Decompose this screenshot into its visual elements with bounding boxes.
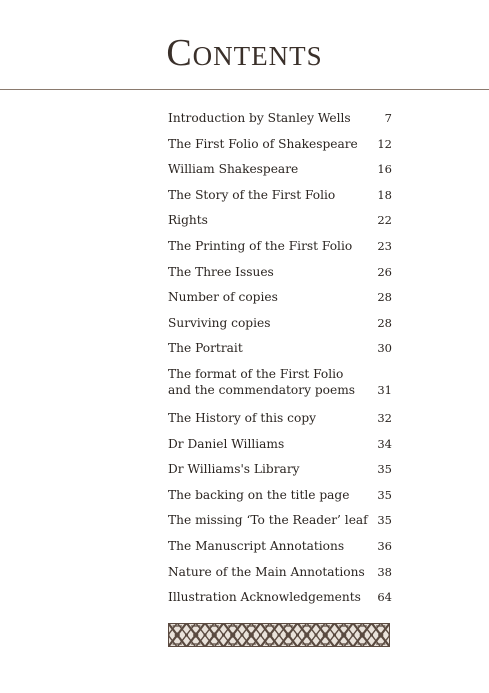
toc-entry-title: Dr Daniel Williams <box>168 436 285 451</box>
toc-entry-title: The History of this copy <box>168 410 317 425</box>
toc-entry-title: The Printing of the First Folio <box>168 238 353 253</box>
toc-entry-page: 7 <box>384 111 392 125</box>
toc-entry-title: The First Folio of Shakespeare <box>168 136 358 151</box>
toc-entry-title: Dr Williams's Library <box>168 462 300 477</box>
toc-entry[interactable] <box>168 436 392 462</box>
toc-entry-title: Nature of the Main Annotations <box>168 564 365 579</box>
toc-entry[interactable] <box>168 110 392 136</box>
toc-entry-title: The backing on the title page <box>168 487 350 502</box>
toc-entry[interactable] <box>168 315 392 341</box>
toc-entry-title: Surviving copies <box>168 315 271 330</box>
toc-entry-page: 35 <box>377 462 392 477</box>
toc-entry-title: Number of copies <box>168 290 278 305</box>
toc-entry-title: The Manuscript Annotations <box>168 538 345 553</box>
toc-entry-page: 28 <box>377 315 392 330</box>
toc-entry-page: 31 <box>377 382 392 397</box>
toc-entry-page: 12 <box>377 136 392 151</box>
toc-entry-page: 28 <box>377 290 392 305</box>
toc-entry[interactable] <box>168 238 392 264</box>
table-of-contents <box>168 110 392 615</box>
toc-entry[interactable] <box>168 289 392 315</box>
toc-entry-page: 35 <box>377 513 392 528</box>
toc-entry-title: The format of the First Folio and the commendatory poems <box>168 366 356 397</box>
toc-entry-title: Introduction by Stanley Wells <box>168 111 351 125</box>
toc-entry-title: Illustration Acknowledgements <box>168 590 361 605</box>
toc-entry[interactable] <box>168 366 392 410</box>
title-divider <box>0 89 489 90</box>
toc-entry-page: 32 <box>377 410 392 425</box>
toc-entry[interactable] <box>168 487 392 513</box>
decorative-ornament-band <box>168 623 390 647</box>
toc-entry-page: 18 <box>377 187 392 202</box>
toc-entry-title: The Three Issues <box>168 264 274 279</box>
toc-entry[interactable] <box>168 212 392 238</box>
toc-entry[interactable] <box>168 161 392 187</box>
toc-entry[interactable] <box>168 564 392 590</box>
toc-entry[interactable] <box>168 340 392 366</box>
toc-entry-title: The missing ‘To the Reader’ leaf <box>168 513 368 528</box>
toc-entry-page: 16 <box>377 162 392 177</box>
toc-entry-page: 30 <box>377 341 392 356</box>
toc-entry-page: 26 <box>377 264 392 279</box>
toc-entry-page: 64 <box>377 590 392 605</box>
toc-entry[interactable] <box>168 589 392 615</box>
toc-entry-title: William Shakespeare <box>168 162 299 177</box>
toc-entry-page: 23 <box>377 238 392 253</box>
toc-entry[interactable] <box>168 136 392 162</box>
toc-entry[interactable] <box>168 410 392 436</box>
toc-entry[interactable] <box>168 461 392 487</box>
toc-entry[interactable] <box>168 187 392 213</box>
toc-entry[interactable] <box>168 264 392 290</box>
toc-entry-page: 34 <box>377 436 392 451</box>
toc-entry[interactable] <box>168 512 392 538</box>
page-title: Contents <box>166 32 323 74</box>
toc-entry-title: The Portrait <box>168 341 243 356</box>
toc-entry-page: 38 <box>377 564 392 579</box>
toc-entry-page: 35 <box>377 487 392 502</box>
toc-entry-title: The Story of the First Folio <box>168 187 336 202</box>
toc-entry-title: Rights <box>168 213 208 228</box>
toc-entry-page: 22 <box>377 213 392 228</box>
toc-entry[interactable] <box>168 538 392 564</box>
toc-entry-page: 36 <box>377 538 392 553</box>
